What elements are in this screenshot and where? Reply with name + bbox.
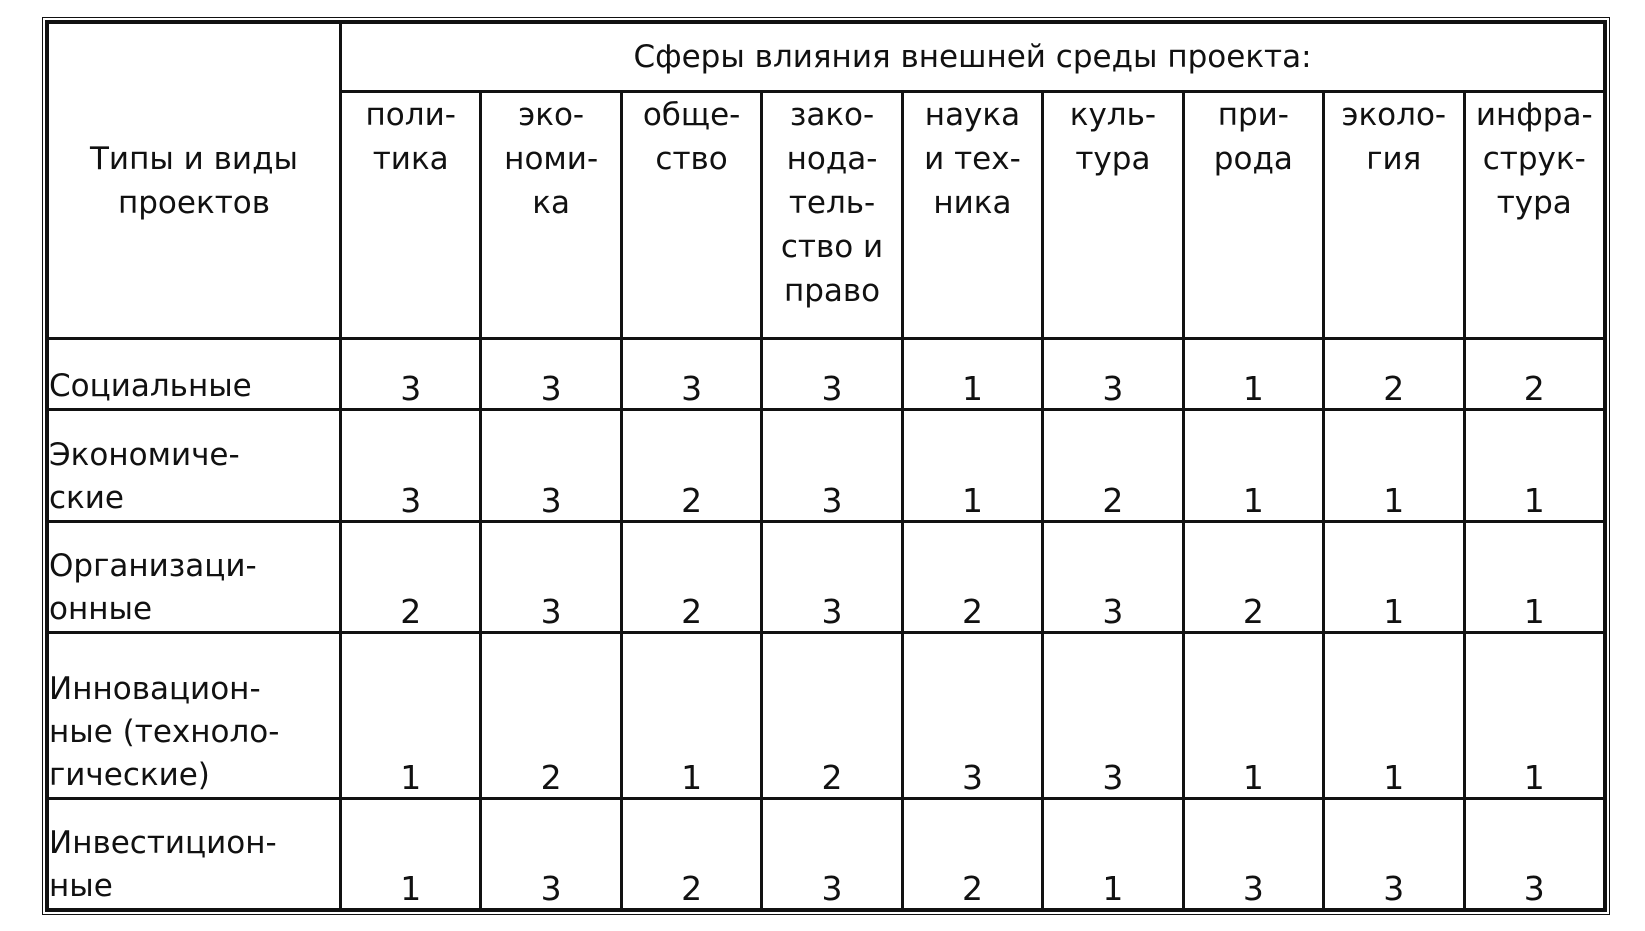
col-header-nauka: наука и тех- ника	[902, 92, 1042, 339]
col-header-politika: поли- тика	[341, 92, 481, 339]
table-cell: 1	[1324, 632, 1464, 798]
table-cell: 2	[1043, 410, 1183, 521]
table-cell: 2	[621, 521, 761, 632]
col-header-ekologiya: эколо- гия	[1324, 92, 1464, 339]
table-cell: 3	[902, 632, 1042, 798]
table-cell: 1	[902, 339, 1042, 410]
table-cell: 1	[1183, 410, 1323, 521]
row-label-innovacionnye: Инновацион- ные (техноло- гические)	[48, 632, 341, 798]
table-cell: 3	[762, 521, 902, 632]
corner-header: Типы и виды проектов	[48, 23, 341, 339]
table-cell: 2	[621, 410, 761, 521]
row-label-ekonomicheskie: Экономиче- ские	[48, 410, 341, 521]
influence-table	[46, 21, 1606, 911]
table-row	[48, 339, 1605, 410]
table-cell: 1	[1324, 410, 1464, 521]
col-header-obshchestvo: обще- ство	[621, 92, 761, 339]
table-cell: 3	[481, 798, 621, 909]
col-header-kultura: куль- тура	[1043, 92, 1183, 339]
table-cell: 3	[341, 410, 481, 521]
table-cell: 1	[1324, 521, 1464, 632]
table-cell: 3	[481, 521, 621, 632]
table-cell: 3	[1183, 798, 1323, 909]
table-cell: 1	[341, 798, 481, 909]
table-cell: 1	[1464, 632, 1605, 798]
table-row	[48, 521, 1605, 632]
table-cell: 3	[621, 339, 761, 410]
table-caption-row	[48, 23, 1605, 92]
table-cell: 3	[762, 798, 902, 909]
table-cell: 1	[341, 632, 481, 798]
table-cell: 1	[621, 632, 761, 798]
row-label-investicionnye: Инвестицион- ные	[48, 798, 341, 909]
table-cell: 1	[1183, 632, 1323, 798]
table-cell: 2	[1324, 339, 1464, 410]
table-cell: 2	[481, 632, 621, 798]
table-cell: 3	[481, 410, 621, 521]
table-cell: 2	[1183, 521, 1323, 632]
table-cell: 2	[1464, 339, 1605, 410]
table-cell: 1	[1043, 798, 1183, 909]
table-cell: 1	[1464, 521, 1605, 632]
table-cell: 2	[341, 521, 481, 632]
table-cell: 2	[762, 632, 902, 798]
table-cell: 3	[762, 410, 902, 521]
table-cell: 3	[762, 339, 902, 410]
table-cell: 1	[1183, 339, 1323, 410]
table-cell: 3	[341, 339, 481, 410]
table-caption: Сферы влияния внешней среды проекта:	[341, 23, 1605, 92]
table-cell: 2	[902, 521, 1042, 632]
table-cell: 3	[481, 339, 621, 410]
row-label-socialnye: Социальные	[48, 339, 341, 410]
table-cell: 3	[1043, 339, 1183, 410]
col-header-infrastruktura: инфра- струк- тура	[1464, 92, 1605, 339]
table-cell: 2	[621, 798, 761, 909]
table-cell: 1	[1464, 410, 1605, 521]
table-cell: 2	[902, 798, 1042, 909]
col-header-zakonodatelstvo: зако- нода- тель- ство и право	[762, 92, 902, 339]
table-row	[48, 632, 1605, 798]
row-label-organizacionnye: Организаци- онные	[48, 521, 341, 632]
table-cell: 1	[902, 410, 1042, 521]
col-header-priroda: при- рода	[1183, 92, 1323, 339]
col-header-ekonomika: эко- номи- ка	[481, 92, 621, 339]
table-cell: 3	[1043, 632, 1183, 798]
table-cell: 3	[1464, 798, 1605, 909]
table-cell: 3	[1324, 798, 1464, 909]
table-cell: 3	[1043, 521, 1183, 632]
table-row	[48, 798, 1605, 909]
table-row	[48, 410, 1605, 521]
